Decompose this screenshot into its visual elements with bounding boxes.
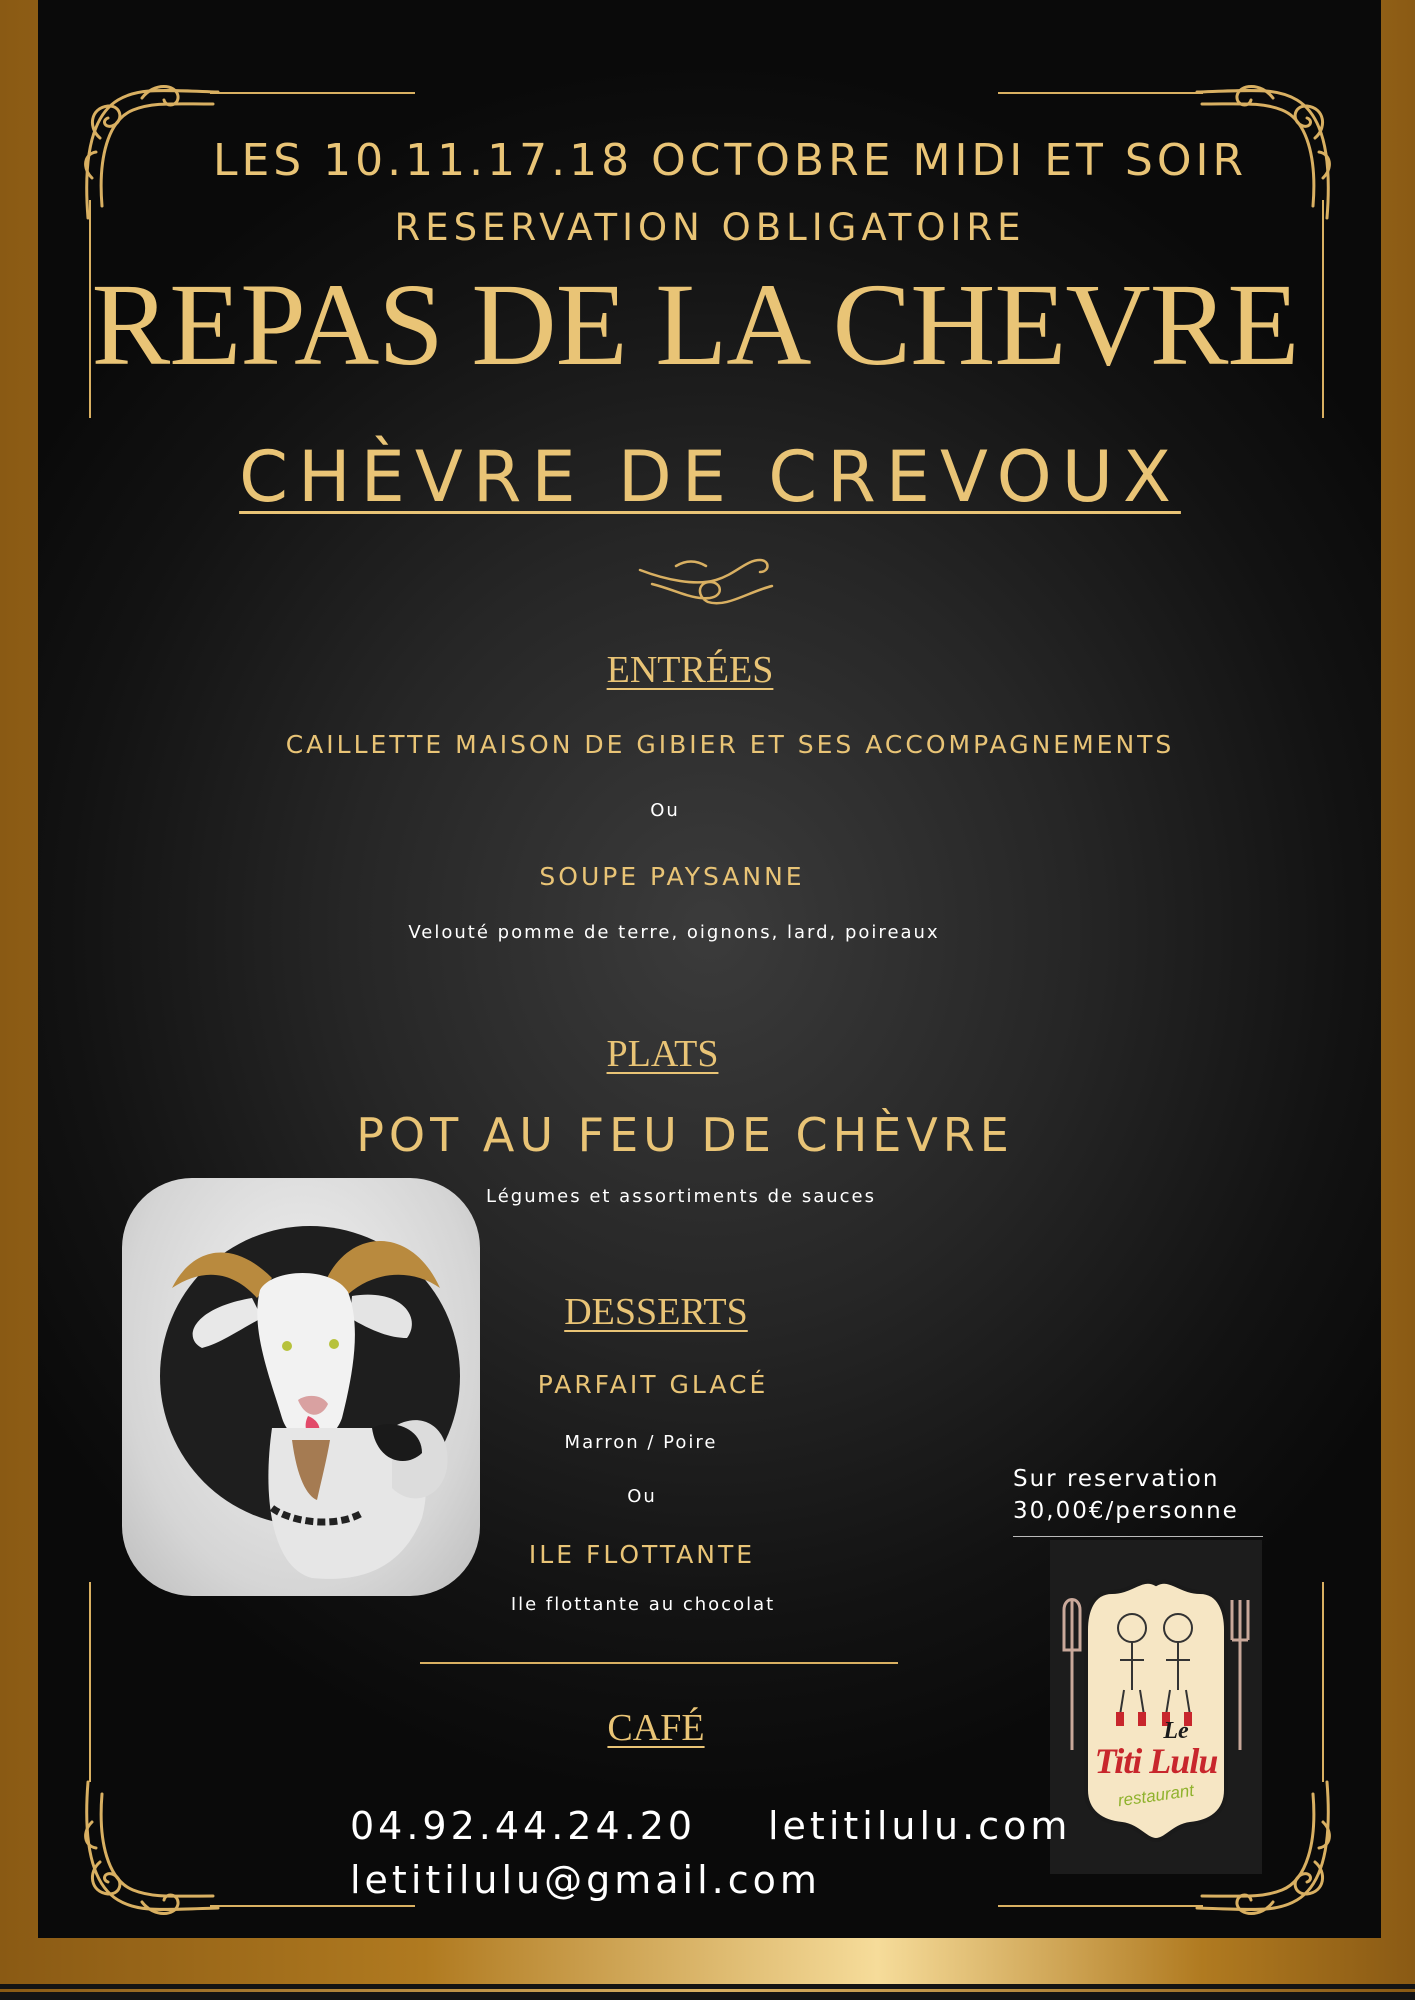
dish-ile-flottante: ILE FLOTTANTE xyxy=(528,1540,756,1569)
section-heading-plats: PLATS xyxy=(606,1033,719,1075)
divider xyxy=(420,1662,898,1664)
frame-line-top-left xyxy=(210,92,415,94)
dish-parfait-glace: PARFAIT GLACÉ xyxy=(537,1370,769,1399)
page-title: REPAS DE LA CHEVRE xyxy=(91,259,1299,390)
dish-soupe-description: Velouté pomme de terre, oignons, lard, poireaux xyxy=(408,922,940,943)
goat-icon xyxy=(122,1178,480,1596)
reservation-notice: RESERVATION OBLIGATOIRE xyxy=(394,206,1026,249)
or-label: Ou xyxy=(650,800,680,821)
bottom-band xyxy=(0,1984,1415,2000)
dish-ile-flottante-description: Ile flottante au chocolat xyxy=(510,1594,776,1615)
logo-badge-icon xyxy=(1050,1540,1262,1874)
dish-caillette: CAILLETTE MAISON DE GIBIER ET SES ACCOMPAGNEMENTS xyxy=(285,730,1175,759)
dish-pot-au-feu: POT AU FEU DE CHÈVRE xyxy=(356,1108,1014,1162)
event-dates: LES 10.11.17.18 OCTOBRE MIDI ET SOIR xyxy=(212,135,1248,186)
pricing-underline xyxy=(1013,1536,1263,1537)
frame-line-bottom-left xyxy=(210,1905,415,1907)
pricing-line-1: Sur reservation xyxy=(1013,1466,1220,1492)
dish-pot-au-feu-description: Légumes et assortiments de sauces xyxy=(486,1186,876,1207)
frame-line-top-right xyxy=(998,92,1203,94)
dish-parfait-glace-description: Marron / Poire xyxy=(564,1432,718,1453)
contact-website[interactable]: letitilulu.com xyxy=(768,1804,1072,1848)
frame-line-bottom-right xyxy=(998,1905,1203,1907)
or-label: Ou xyxy=(627,1486,657,1507)
contact-email[interactable]: letitilulu@gmail.com xyxy=(350,1858,821,1902)
ornament-corner-icon xyxy=(78,1772,228,1922)
goat-illustration xyxy=(122,1178,480,1596)
pricing-line-2: 30,00€/personne xyxy=(1013,1498,1239,1524)
section-heading-cafe: CAFÉ xyxy=(607,1707,705,1749)
frame-line-left-lower xyxy=(89,1582,91,1782)
section-heading-entrees: ENTRÉES xyxy=(606,649,774,691)
frame-line-right-lower xyxy=(1322,1582,1324,1782)
logo-text-restaurant: restaurant xyxy=(1116,1780,1196,1811)
flourish-icon xyxy=(636,550,776,606)
logo-text-titi-lulu: Titi Lulu xyxy=(1094,1741,1218,1781)
dish-soupe: SOUPE PAYSANNE xyxy=(539,862,805,891)
logo-text-le: Le xyxy=(1163,1718,1189,1744)
section-heading-desserts: DESSERTS xyxy=(564,1291,748,1333)
restaurant-logo xyxy=(1050,1540,1262,1874)
contact-phone: 04.92.44.24.20 xyxy=(350,1804,697,1848)
page-subtitle: CHÈVRE DE CREVOUX xyxy=(239,436,1181,518)
